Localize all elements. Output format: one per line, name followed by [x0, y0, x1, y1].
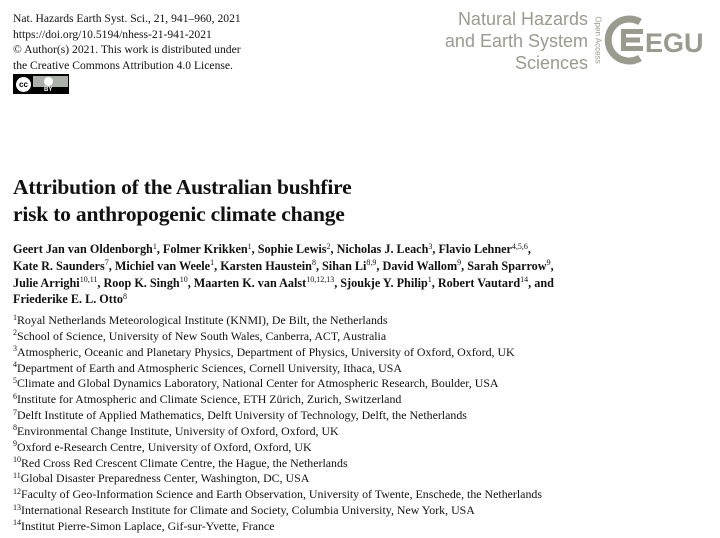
author-affil-ref: 7 — [104, 258, 109, 268]
author-name[interactable]: Sjoukje Y. Philip — [340, 275, 428, 290]
author-name[interactable]: Julie Arrighi — [13, 275, 80, 290]
author-line — [13, 241, 554, 258]
affiliation-text: School of Science, University of New South Wales, Canberra, ACT, Australia — [17, 328, 387, 343]
author-name[interactable]: Michiel van Weele — [114, 258, 211, 273]
affiliation-number: 9 — [13, 439, 17, 449]
by-label: BY — [44, 87, 53, 93]
author-name[interactable]: Flavio Lehner — [438, 242, 512, 256]
affiliation-text: Oxford e-Research Centre, University of Oxford, Oxford, UK — [17, 439, 312, 454]
author-affil-ref: 4,5,6 — [511, 241, 528, 251]
affiliation-number: 7 — [13, 407, 17, 417]
author-separator: , — [315, 258, 323, 273]
open-access-label: Open Access — [593, 16, 603, 64]
affiliation-text: Environmental Change Institute, University of Oxford, Oxford, UK — [17, 423, 339, 438]
affiliation-item — [13, 345, 542, 361]
affiliation-number: 12 — [13, 486, 21, 496]
author-affil-ref: 1 — [427, 275, 432, 285]
affiliation-number: 4 — [13, 360, 17, 370]
affiliation-number: 14 — [13, 518, 21, 528]
affiliation-list — [13, 313, 542, 535]
affiliation-item — [13, 361, 542, 377]
affiliation-number: 3 — [13, 344, 17, 354]
egu-logo-icon — [606, 12, 704, 68]
author-affil-ref: 8 — [311, 258, 316, 268]
author-separator: , — [214, 258, 221, 273]
affiliation-number: 13 — [13, 502, 21, 512]
author-line — [13, 258, 554, 275]
affiliation-item — [13, 519, 542, 535]
author-separator: , — [108, 258, 115, 273]
author-affil-ref: 1 — [247, 241, 252, 251]
author-separator: , — [527, 242, 531, 256]
affiliation-number: 5 — [13, 375, 17, 385]
author-separator: , — [432, 242, 439, 256]
author-affil-ref: 10 — [179, 275, 188, 285]
author-name[interactable]: Sihan Li — [322, 258, 367, 273]
affiliation-number: 10 — [13, 455, 21, 465]
author-affil-ref: 1 — [210, 258, 215, 268]
author-separator: , — [461, 258, 468, 273]
affiliation-number: 2 — [13, 328, 17, 338]
journal-name-line: Natural Hazards — [457, 9, 588, 29]
author-affil-ref: 10,12,13 — [306, 275, 335, 285]
affiliation-text: Red Cross Red Crescent Climate Centre, the Hague, the Netherlands — [21, 455, 348, 470]
author-separator: , — [187, 275, 194, 290]
author-separator: , — [251, 242, 258, 256]
author-name[interactable]: Robert Vautard — [437, 275, 521, 290]
author-affil-ref: 9 — [457, 258, 462, 268]
author-affil-ref: 9 — [546, 258, 551, 268]
affiliation-text: Institut Pierre-Simon Laplace, Gif-sur-Yvette, France — [21, 518, 275, 533]
affiliation-item — [13, 329, 542, 345]
cc-icon: cc — [16, 77, 31, 92]
affiliation-item — [13, 503, 542, 519]
author-separator: , — [376, 258, 383, 273]
article-title — [13, 174, 351, 228]
author-line — [13, 275, 554, 292]
author-name[interactable]: Geert Jan van Oldenborgh — [13, 242, 153, 256]
egu-logo-text: EGU — [645, 28, 704, 58]
author-affil-ref: 2 — [326, 241, 331, 251]
affiliation-item — [13, 487, 542, 503]
cc-by-license-badge[interactable] — [13, 74, 69, 94]
author-name[interactable]: Karsten Haustein — [220, 258, 312, 273]
author-affil-ref: 10,11 — [79, 275, 98, 285]
affiliation-text: Delft Institute of Applied Mathematics, Delft University of Technology, Delft, the Netherlands — [17, 408, 467, 423]
affiliation-number: 1 — [13, 312, 17, 322]
author-affil-ref: 3 — [428, 241, 433, 251]
author-affil-ref: 14 — [520, 275, 529, 285]
affiliation-text: Climate and Global Dynamics Laboratory, National Center for Atmospheric Research, Boulder, USA — [17, 376, 499, 391]
affiliation-text: Faculty of Geo-Information Science and Earth Observation, University of Twente, Enschede, the Netherlands — [21, 487, 542, 502]
affiliation-number: 6 — [13, 391, 17, 401]
affiliation-item — [13, 456, 542, 472]
affiliation-text: Royal Netherlands Meteorological Institute (KNMI), De Bilt, the Netherlands — [17, 313, 388, 327]
affiliation-text: Department of Earth and Atmospheric Sciences, Cornell University, Ithaca, USA — [17, 360, 402, 375]
affiliation-item — [13, 392, 542, 408]
author-separator: , — [334, 275, 341, 290]
affiliation-item — [13, 376, 542, 392]
author-name[interactable]: Folmer Krikken — [162, 242, 248, 256]
affiliation-number: 8 — [13, 423, 17, 433]
citation-line: Nat. Hazards Earth Syst. Sci., 21, 941–960, 2021 — [13, 12, 241, 25]
author-name[interactable]: Maarten K. van Aalst — [193, 275, 307, 290]
author-separator: , — [431, 275, 438, 290]
author-affil-ref: 8,9 — [366, 258, 377, 268]
doi-link[interactable]: https://doi.org/10.5194/nhess-21-941-2021 — [13, 27, 212, 41]
person-icon — [44, 77, 53, 86]
citation-line: © Author(s) 2021. This work is distributed under — [13, 43, 241, 57]
affiliation-item — [13, 424, 542, 440]
author-name[interactable]: Friederike E. L. Otto — [13, 292, 124, 307]
author-separator: , — [156, 242, 163, 256]
affiliation-item — [13, 313, 542, 329]
journal-name-line: and Earth System — [444, 31, 588, 51]
affiliation-text: Institute for Atmospheric and Climate Science, ETH Zürich, Zurich, Switzerland — [17, 392, 402, 407]
title-line: Attribution of the Australian bushfire — [13, 175, 352, 199]
author-name[interactable]: Sophie Lewis — [257, 242, 327, 256]
author-affil-ref: 1 — [152, 241, 157, 251]
affiliation-item — [13, 440, 542, 456]
affiliation-text: International Research Institute for Climate and Society, Columbia University, New York, USA — [21, 503, 475, 518]
title-line: risk to anthropogenic climate change — [13, 202, 345, 226]
author-separator: , — [97, 275, 104, 290]
affiliation-number: 11 — [13, 470, 21, 480]
journal-name-line: Sciences — [514, 53, 588, 73]
author-name[interactable]: Nicholas J. Leach — [336, 242, 429, 256]
affiliation-text: Global Disaster Preparedness Center, Washington, DC, USA — [20, 471, 310, 486]
author-name[interactable]: Sarah Sparrow — [467, 258, 547, 273]
author-affil-ref: 8 — [123, 291, 128, 301]
citation-line: the Creative Commons Attribution 4.0 License. — [13, 58, 233, 72]
author-separator: , — [330, 242, 337, 256]
affiliation-text: Atmospheric, Oceanic and Planetary Physics, Department of Physics, University of Oxford, Oxford, UK — [17, 344, 515, 359]
affiliation-item — [13, 408, 542, 424]
journal-name — [445, 8, 588, 74]
author-name[interactable]: David Wallom — [382, 258, 458, 273]
affiliation-item — [13, 471, 542, 487]
author-list — [13, 241, 554, 308]
citation-block — [13, 11, 241, 73]
author-name[interactable]: Kate R. Saunders — [13, 258, 105, 273]
author-separator: , and — [528, 275, 554, 290]
author-name[interactable]: Roop K. Singh — [103, 275, 180, 290]
author-line — [13, 291, 554, 308]
author-separator: , — [550, 258, 554, 273]
